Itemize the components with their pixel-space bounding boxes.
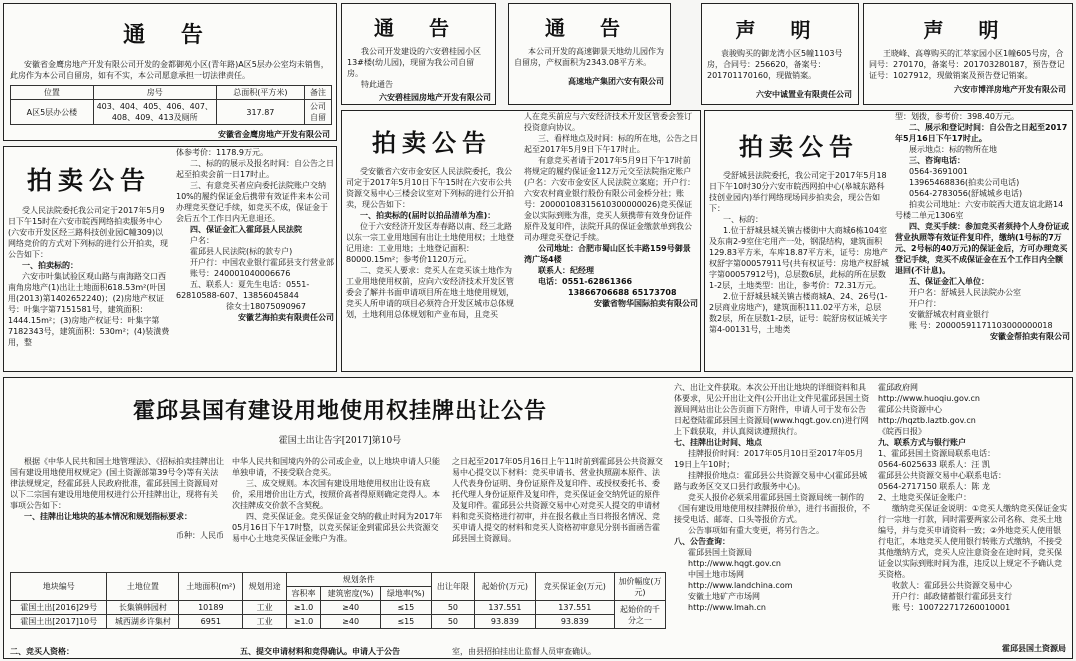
cell: 50: [431, 601, 475, 615]
land-c1-0: 根据《中华人民共和国土地管理法》、《招标拍卖挂牌出让国有建设用地使用权规定》(国土资源部第39号令)等有关法律法规规定，经霍邱县人民政府批准，霍邱县国土资源局对以下二宗国有建设用地使用权进行公开挂牌出让，现将有关事项公告如下：: [10, 457, 224, 510]
a1-p0: 受人民法院委托我公司定于2017年5月9日下午15时在六安市皖西网络拍卖服务中心(六安市开发区经三路科技创业园C幢309)以网络竞价的方式对下列标的进行公开拍卖，现公告如下：: [8, 206, 168, 259]
th-remark: 备注: [305, 86, 332, 100]
notice-2-body: 我公司开发建设的六安碧桂园小区13#楼(幼儿园)，现留为我公司自留房。: [347, 47, 481, 78]
a3-p2: 1.位于舒城县城关镇古楼街中大商城6栋104室及东南2-9室住宅用产一处，钢混结构，建筑面积129.83平方米，车库18.87平方米，证号：房地产权舒字第00057911号(共有权证号：房地产权舒城字第00057912号)，总层数6层，此标的所在层数1-2层，土地类型：出让，参考价：72.31万元。: [709, 226, 889, 290]
land-col5: [878, 378, 1068, 658]
a2-q5: 电话：0551-62861366: [538, 277, 633, 286]
land-c5-13: 开户行：邮政储蓄银行霍邱县支行: [892, 592, 1012, 601]
land-c5-10: 2、土地竞买保证金账户：: [878, 493, 972, 502]
land-docno: 霍国土出让告字[2017]第10号: [278, 436, 402, 446]
land-c5-14: 账 号：100722717260010001: [892, 603, 1011, 612]
cell: 137.551: [475, 601, 535, 615]
land-c1-1: 一、挂牌出让地块的基本情况和规划指标要求：: [24, 512, 192, 521]
th-yrs: 出让年限: [431, 573, 475, 601]
a3-q1: 二、展示和登记时间：自公告之日起至2017年5月16日下午17时止。: [895, 123, 1068, 143]
notice-2-title: 通 告: [374, 16, 463, 40]
notice-3-sign: 高速地产集团六安有限公司: [568, 77, 664, 86]
land-left: [10, 378, 670, 658]
th-use: 规划用途: [243, 573, 287, 601]
a3-q11: 开户行：: [909, 299, 941, 308]
notice-1-table: [10, 85, 332, 125]
th-cond: 规划条件: [286, 573, 431, 587]
notice-2-note: 特此通告: [361, 80, 393, 89]
a1-q7: 账号：240001040006676: [190, 269, 291, 278]
auction-2-title: 拍卖公告: [372, 128, 492, 157]
a3-q5: 13965468836(拍卖公司电话): [909, 178, 1020, 187]
a1-q8: 五、联系人：夏先生电话：0551-62810588-607、13856045844: [176, 280, 310, 300]
notice-1-body: 安徽省金鹰房地产开发有限公司开发的金都御苑小区(青年路)A区5层办公室均未销售，此房作为本公司自留房，如有不实，本公司愿意承担一切法律责任。: [10, 60, 329, 80]
cell: ≥1.0: [286, 601, 320, 615]
cell-area: 317.87: [216, 100, 304, 125]
a2-q2: 有意竞买者请于2017年5月9日下午17时前将规定的履约保证金112万元交至法院指定账户(户名：六安市金安区人民法院立案庭；开户行：六安农村商业银行股份有限公司金桥分社；账号：20000108315610300000026)竞买保证金以实际到账为准，竞买人须携带有效身份证件原件及复印件，法院开具的保证金缴款单到我公司办理竞买登记手续。: [524, 156, 696, 242]
notice-1-title: 通 告: [123, 22, 217, 48]
land-col2: [232, 456, 444, 568]
a3-q12: 安徽舒城农村商业银行: [909, 310, 989, 319]
land-c5-8: 霍邱县公共资源交易中心联系电话：: [878, 471, 1006, 480]
cell: 93.839: [535, 615, 614, 629]
auction-3-right: [895, 111, 1070, 371]
notice-2-sign: 六安碧桂园房地产开发有限公司: [379, 93, 491, 102]
a3-q8: 四、竞买手续：参加竞买者须持个人身份证或营业执照等有效证件复印件，缴纳(1号标的7万元、2号标的40万元)的保证金后，方可办理竞买登记手续，竞买不成保证金在五个工作日内全额退回(不计息)。: [895, 222, 1069, 275]
a1-q2: 三、有意竞买者应向委托法院账户交纳10%的履约保证金后携带有效证件来本公司办理竞买登记手续，如竞买不成，保证金于会后五个工作日内无息退还。: [176, 181, 330, 223]
land-bottom3: 室，由县招拍挂出让监督人员审查确认。: [452, 647, 596, 656]
a3-q2: 展示地点：标的物所在地: [909, 145, 997, 154]
a1-q9: 徐女士18075090967: [226, 302, 306, 311]
notice-1-sign: 安徽省金鹰房地产开发有限公司: [218, 130, 330, 139]
a3-q9: 五、保证金汇入单位：: [909, 277, 989, 286]
table-row: [11, 615, 666, 629]
cell: ≥40: [321, 601, 381, 615]
auction-2-left: [346, 111, 518, 371]
land-c4-8: http://www.hqgt.gov.cn: [688, 559, 781, 568]
th-loc: 土地位置: [107, 573, 179, 601]
cell: ≤15: [381, 601, 432, 615]
a1-q5: 霍邱县人民法院(标的款专户): [190, 247, 293, 256]
a2-p3: 二、竞买人要求：竞买人在竞买该土地作为工业用地使用权前，应向六安经济技术开发区管委会了解并书面申请项目所在地土地使用规划，竞买人所申请的项目必须符合开发区城市总体规划，土地利用总体规划和产业布局，且竞买: [346, 266, 514, 319]
cell: 50: [431, 615, 475, 629]
a1-q0: 体参考价：1178.9万元。: [176, 148, 268, 157]
a3-q4: 0564-3691001: [909, 167, 968, 176]
a2-q6: 13866706688 65173708: [568, 288, 677, 297]
cell-room: 403、404、405、406、407、408、409、413及厕所: [93, 100, 216, 125]
land-c4-7: 霍邱县国土资源局: [688, 548, 752, 557]
auction-1-title: 拍卖公告: [26, 166, 151, 195]
land-c3-0: 之日起至2017年05月16日上午11时前到霍邱县公共资源交易中心提交以下材料：竞买申请书、营业执照副本原件、法人代表身份证明、身份证原件及复印件、或授权委托书、委托代理人身份证原件及复印件，竞买保证金交纳凭证的原件及复印件。霍邱县公共资源交易中心对竞买人提交的申请材料和竞买资格进行初审，并在报名截止当日将报名情况、竞买申请人提交的材料和竞买人资格初审意见分别书面函告霍邱县国土资源局。: [452, 457, 663, 543]
land-c2-1: 三、成交规则。本次国有建设用地使用权出让设有底价，采用增价出让方式，按照价高者得原则确定竞得人。本次挂牌成交价款不含契税。: [232, 479, 440, 510]
a3-p0: 受舒城县法院委托，我公司定于2017年5月18日下午10时30分六安市皖西网拍中心(皋城东路科技创业园内)举行网络现场同步拍卖会，现公告如下：: [709, 171, 887, 213]
cell: ≥1.0: [286, 615, 320, 629]
cell: 城西湖乡许集村: [107, 615, 179, 629]
cell: 6951: [179, 615, 243, 629]
land-c5-2: 霍邱公共资源中心: [878, 405, 942, 414]
cell-position: A区5层办公楼: [11, 100, 94, 125]
a3-q6: 0564-2783056(舒城城乡电话): [909, 189, 1023, 198]
th-position: 位置: [11, 86, 94, 100]
table-row: [11, 601, 666, 615]
auction-3-left: [709, 111, 889, 371]
a2-p0: 受安徽省六安市金安区人民法院委托，我公司定于2017年5月10日下午15时在六安市公共资源交易中心三楼会议室对下列标的进行公开拍卖，现公告如下：: [346, 167, 514, 209]
auction-3: [704, 110, 1073, 372]
land-c4-10: http://www.landchina.com: [688, 581, 793, 590]
auction-1-left: [8, 147, 170, 371]
land-c5-1: http://www.huoqiu.gov.cn: [878, 394, 980, 403]
land-notice: [3, 377, 1073, 659]
land-c5-7: 0564-6025633 联系人：汪 凯: [878, 460, 990, 469]
cell-remark: 公司自留: [305, 100, 332, 125]
cell-increment: 起始价的千分之一: [615, 601, 666, 629]
land-c4-12: http://www.lmah.cn: [688, 603, 766, 612]
a3-q0: 型：划拨，参考价：398.40万元。: [895, 112, 1019, 121]
auction-1: [3, 146, 337, 372]
land-c4-9: 中国土地市场网: [688, 570, 744, 579]
notice-3-body: 本公司开发的高速御景天地幼儿园作为自留房，产权面积为2343.08平方米。: [514, 47, 664, 67]
land-c4-3: 挂牌报价地点：霍邱县公共资源交易中心(霍邱县城路与政务区交叉口县行政服务中心)。: [674, 471, 868, 491]
th-den: 建筑密度(%): [321, 587, 381, 601]
th-inc: 加价幅度(万元): [615, 573, 666, 601]
auction-1-right: [176, 147, 334, 371]
auction-2: [341, 110, 701, 372]
land-c2-0: 中华人民共和国境内外的公司或企业，以上地块申请人只能单独申请，不接受联合竞买。: [232, 457, 440, 477]
a3-p3: 2.位于舒城县城关镇古楼商城A、24、26号(1-2层商业房地产)，建筑面积111.02平方米，总层数2层，所在层数1-2层，证号：皖舒房权证城关字第4-00131号，土地类: [709, 292, 888, 334]
notice-2: [341, 3, 496, 105]
a3-q7: 拍卖公司地址：六安市皖西大道友谊北路14号楼二单元1306室: [895, 200, 1064, 220]
cell: 工业: [243, 601, 287, 615]
land-c5-5: 九、联系方式与银行账户: [878, 438, 966, 447]
a1-q4: 户名：: [190, 236, 214, 245]
th-area2: 土地面积(m²): [179, 573, 243, 601]
th-green: 绿地率(%): [381, 587, 432, 601]
land-c5-4: 《皖西日报》: [878, 427, 926, 436]
th-start: 起始价(万元): [475, 573, 535, 601]
auction-3-title: 拍卖公告: [739, 132, 859, 161]
land-c5-3: http://hqztb.laztb.gov.cn: [878, 416, 976, 425]
a1-q3: 四、保证金汇入霍邱县人民法院: [190, 225, 302, 234]
cell: ≤15: [381, 615, 432, 629]
a3-q3: 三、咨询电话：: [909, 156, 965, 165]
a1-q1: 二、标的的展示及报名时间：自公告之日起至拍卖会前一日17时止。: [176, 159, 334, 179]
cell: 长集镇韩园村: [107, 601, 179, 615]
land-c5-6: 1、霍邱县国土资源局联系电话：: [878, 449, 996, 458]
cell: ≥40: [321, 615, 381, 629]
th-num: 地块编号: [11, 573, 107, 601]
auction-3-sign: 安徽金帮拍卖有限公司: [990, 332, 1070, 341]
land-bottom2: 五、提交申请材料和竞得确认。申请人于公告: [240, 647, 400, 656]
a3-p1: 一、标的：: [723, 215, 763, 224]
land-col3: [452, 456, 666, 568]
currency: 币种：人民币: [176, 531, 224, 540]
land-c5-9: 0564-2717150 联系人：陈 龙: [878, 482, 990, 491]
land-c5-0: 霍邱政府网: [878, 383, 918, 392]
a3-q10: 开户名：舒城县人民法院办公室: [909, 288, 1021, 297]
land-c4-5: 公告事项如有重大变更，将另行告之。: [688, 526, 824, 535]
notice-1: [3, 3, 337, 141]
cell: 工业: [243, 615, 287, 629]
notice-4-sign: 六安中诚置业有限责任公司: [756, 90, 852, 99]
land-c4-4: 竞买人报价必须采用霍邱县国土资源局统一制作的《国有建设用地使用权挂牌报价单》，进行书面报价，不接受电话、邮寄、口头等报价方式。: [674, 493, 870, 524]
a2-q1: 三、看样地点及时间：标的所在地，公告之日起至2017年5月9日下午17时止。: [524, 134, 698, 154]
land-c5-12: 收款人：霍邱县公共资源交易中心: [892, 581, 1012, 590]
land-c4-11: 安徽土地矿产市场网: [688, 592, 760, 601]
notice-4: [701, 3, 859, 105]
land-c4-2: 挂牌报价时间：2017年05月10日至2017年05月19日上午10时；: [674, 449, 864, 469]
cell: 137.551: [535, 601, 614, 615]
auction-2-sign: 安徽省物华国际拍卖有限公司: [594, 299, 698, 308]
land-table: [10, 572, 666, 629]
notice-5-sign: 六安市博洋房地产开发有限公司: [954, 85, 1066, 94]
notice-5: [863, 3, 1073, 105]
land-sign: 霍邱县国土资源局: [1002, 644, 1066, 653]
a2-q0: 人在竞买前应与六安经济技术开发区管委会签订投资意向协议。: [524, 112, 692, 132]
notice-4-body: 袁骏购买的御龙湾小区5幢1103号房，合同号：256620，备案号：201701170160，现做销案。: [707, 49, 843, 80]
cell: 10189: [179, 601, 243, 615]
th-room: 房号: [93, 86, 216, 100]
land-c4-0: 六、出让文件获取。本次公开出让地块的详细资料和具体要求，见公开出让文件(公开出让文件见霍邱县国土资源局网站出让公告页面下方附件，申请人可于发布公告日起登陆霍邱县国土资源局(www.hqgt.gov.cn)进行网上下载获取，并认真阅读遵照执行。: [674, 383, 870, 436]
cell: 霍国土出[2016]29号: [11, 601, 107, 615]
notice-5-title: 声 明: [923, 18, 1013, 42]
land-c2-2: 四、竞买保证金。竞买保证金交纳的截止时间为2017年05月16日下午17时整，以竞买保证金到霍邱县公共资源交易中心土地竞买保证金账户为准。: [232, 512, 443, 543]
a2-p2: 位于六安经济开发区寿春路以南、经三北路以东一宗工业用地国有出让土地使用权；土地登记用途：工业用地；土地登记面积：80000.15m²；参考价1120万元。: [346, 222, 514, 264]
th-dep: 竞买保证金(万元): [535, 573, 614, 601]
th-vol: 容积率: [286, 587, 320, 601]
cell: 霍国土出[2017]10号: [11, 615, 107, 629]
land-bottom1: 二、竞买人资格：: [10, 647, 74, 656]
th-area: 总面积(平方米): [216, 86, 304, 100]
a2-p1: 一、拍卖标的(届时以拍品清单为准)：: [360, 211, 496, 220]
notice-5-body: 王晓峰、高尊购买的汇萃家园小区1幢605号房，合同号：270170，备案号：201703280187，预告登记证号：1027912，现做销案及预告登记销案。: [869, 49, 1065, 80]
auction-1-sign: 安徽艺海拍卖有限责任公司: [238, 313, 334, 322]
notice-4-title: 声 明: [735, 18, 825, 42]
notice-3-title: 通 告: [545, 16, 634, 40]
a3-q13: 账 号：20000591171103000000018: [909, 321, 1053, 330]
land-col1: [10, 456, 224, 568]
notice-3: [508, 3, 671, 105]
land-col4: [674, 378, 870, 658]
land-title: 霍邱县国有建设用地使用权挂牌出让公告: [132, 398, 547, 424]
a1-p2: 六安市叶集试验区观山路与南海路交口西南角房地产(1)出让土地面积618.53m²(叶国用(2013)第1402652240)；(2)房地产权证号：叶集字第7151581号，建筑面积：1444.15m²；(3)房地产权证号：叶集字第7182343号，建筑面积：530m²；(4)装潢费用，整: [8, 272, 170, 347]
a2-q3: 公司地址：合肥市蜀山区长丰路159号御景湾广场4楼: [524, 244, 691, 264]
a2-q4: 联系人：纪经理: [538, 266, 594, 275]
land-c4-1: 七、挂牌出让时间、地点: [674, 438, 762, 447]
cell: 93.839: [475, 615, 535, 629]
a1-p1: 一、拍卖标的：: [22, 261, 78, 270]
a1-q6: 开户行：中国农业银行霍邱县支行营业部: [190, 258, 334, 267]
land-c5-11: 缴纳竞买保证金说明：①竞买人缴纳竞买保证金实行一宗地一打款，同时需要两家公司名称、竞买土地编号，并与竞买申请资料一致；②外地竞买人使用银行电汇，本地竞买人使用银行转账方式缴纳，不接受其他缴纳方式，竞买人应注意资金在途时间，竞买保证金以实际到账时间为准，违反以上规定不予确认竞买资格。: [878, 504, 1068, 579]
auction-2-right: [524, 111, 698, 371]
land-c4-6: 八、公告查询：: [674, 537, 730, 546]
